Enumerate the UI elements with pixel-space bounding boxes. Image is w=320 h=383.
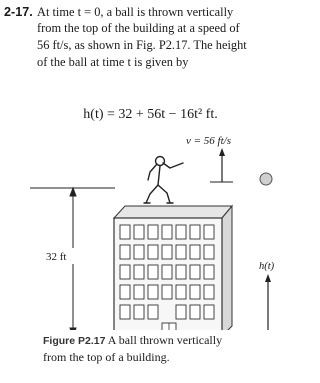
building-window	[190, 245, 200, 259]
building-window	[148, 285, 158, 299]
problem-line-3: 56 ft/s, as shown in Fig. P2.17. The height	[37, 38, 247, 52]
building-window	[176, 285, 186, 299]
figure-caption	[43, 333, 293, 365]
building-window	[120, 225, 130, 239]
velocity-label: v = 56 ft/s	[186, 135, 232, 147]
problem-number: 2-17.	[4, 5, 33, 19]
ht-arrow	[265, 274, 271, 330]
building-window	[176, 305, 186, 319]
thrower-figure-icon	[144, 157, 183, 204]
building-window	[190, 305, 200, 319]
building-window	[190, 265, 200, 279]
building-window	[134, 265, 144, 279]
building-window	[204, 305, 214, 319]
building-window	[176, 225, 186, 239]
building-window	[204, 225, 214, 239]
ball-icon	[260, 173, 272, 185]
building-window	[204, 265, 214, 279]
building-window	[120, 245, 130, 259]
height-label: 32 ft	[46, 251, 67, 263]
building-window	[134, 285, 144, 299]
building-window	[190, 285, 200, 299]
ht-label: h(t)	[259, 261, 275, 272]
building-window	[148, 245, 158, 259]
building-window	[162, 225, 172, 239]
building-window	[134, 225, 144, 239]
building-window	[204, 285, 214, 299]
building-window	[120, 305, 130, 319]
building-window	[120, 285, 130, 299]
building-window	[148, 265, 158, 279]
building-window	[162, 285, 172, 299]
building-window	[162, 265, 172, 279]
building-window	[148, 225, 158, 239]
height-equation: h(t) = 32 + 56t − 16t² ft.	[83, 107, 218, 122]
building-figure	[0, 130, 301, 330]
caption-text-1: A ball thrown vertically	[107, 333, 223, 347]
caption-label: Figure P2.17	[43, 335, 106, 347]
problem-line-4: of the ball at time t is given by	[37, 55, 189, 69]
height-dimension	[30, 188, 115, 330]
building-window	[176, 245, 186, 259]
building-window	[190, 225, 200, 239]
building-window	[134, 245, 144, 259]
building-window	[134, 305, 144, 319]
building-window	[148, 305, 158, 319]
building-window	[176, 265, 186, 279]
velocity-arrow	[210, 148, 233, 182]
building-window	[204, 245, 214, 259]
caption-text-2: from the top of a building.	[43, 349, 170, 364]
building-window	[120, 265, 130, 279]
problem-line-2: from the top of the building at a speed of	[37, 21, 240, 35]
building-window	[162, 245, 172, 259]
building-icon	[114, 206, 232, 330]
problem-line-1: At time t = 0, a ball is thrown vertically	[37, 5, 234, 19]
